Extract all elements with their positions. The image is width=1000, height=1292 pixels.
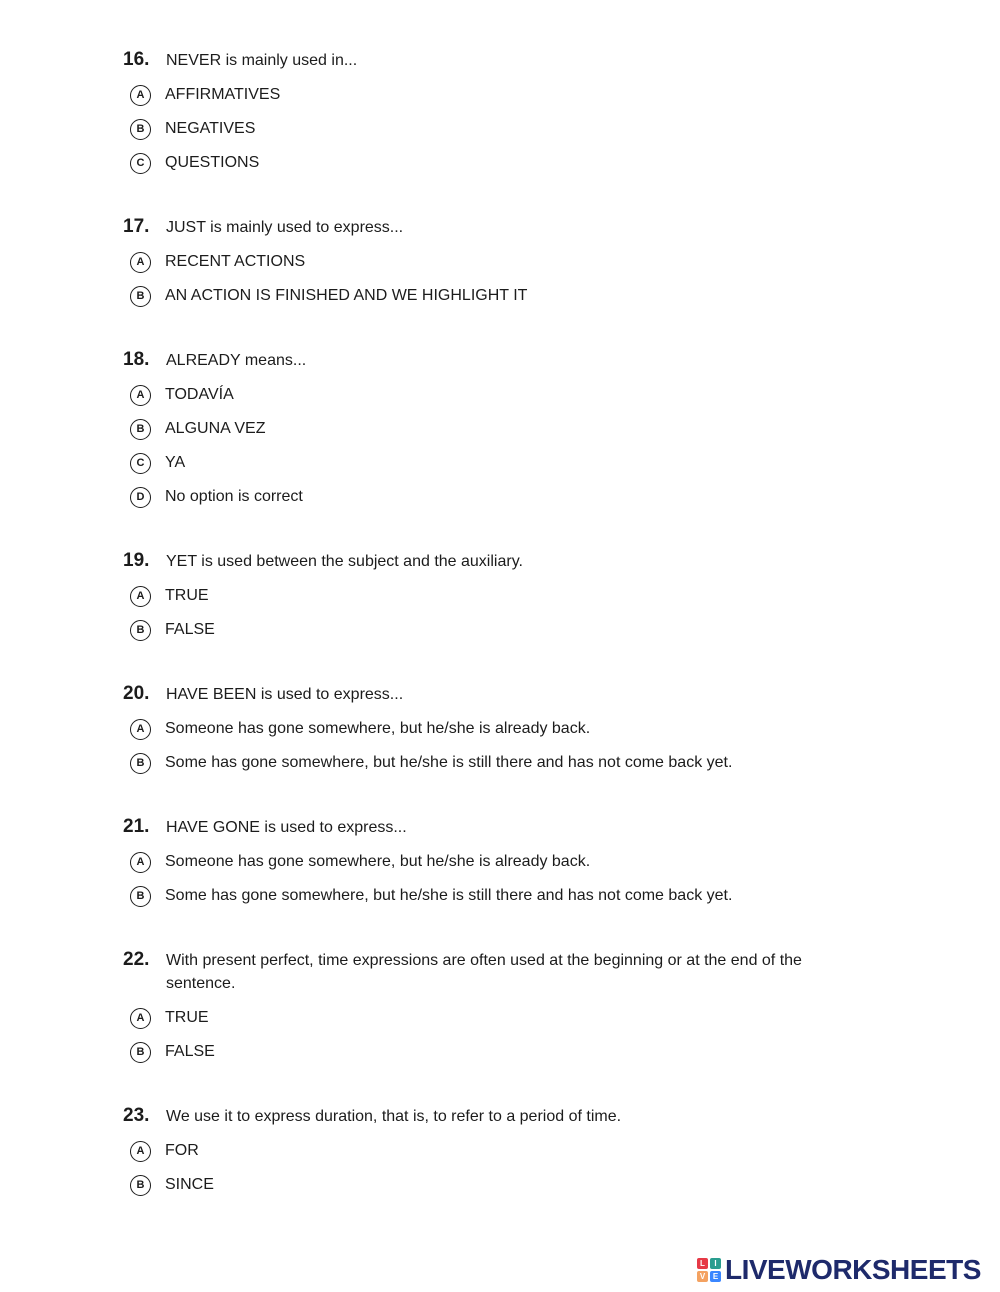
option-text: TRUE <box>165 1009 209 1026</box>
option-text: NEGATIVES <box>165 120 256 137</box>
question-text: JUST is mainly used to express... <box>166 219 404 236</box>
option-a[interactable] <box>130 845 883 879</box>
option-text: No option is correct <box>165 488 303 505</box>
question-16 <box>123 48 883 180</box>
option-text: AN ACTION IS FINISHED AND WE HIGHLIGHT IT <box>165 287 528 304</box>
option-a[interactable] <box>130 378 883 412</box>
option-text: TODAVÍA <box>165 386 234 403</box>
option-letter-circle[interactable]: A <box>130 852 151 873</box>
liveworksheets-logo <box>697 1255 981 1285</box>
option-letter-circle[interactable]: B <box>130 119 151 140</box>
option-letter-circle[interactable]: B <box>130 286 151 307</box>
option-letter-circle[interactable]: B <box>130 620 151 641</box>
option-letter-circle[interactable]: C <box>130 453 151 474</box>
option-text: FALSE <box>165 1043 215 1060</box>
logo-icon-tile: L <box>697 1258 708 1269</box>
option-letter-circle[interactable]: A <box>130 385 151 406</box>
question-text: YET is used between the subject and the auxiliary. <box>166 553 523 570</box>
question-number: 18. <box>123 349 150 370</box>
question-text: NEVER is mainly used in... <box>166 52 358 69</box>
option-letter-circle[interactable]: A <box>130 719 151 740</box>
option-letter-circle[interactable]: B <box>130 886 151 907</box>
option-a[interactable] <box>130 78 883 112</box>
option-text: SINCE <box>165 1176 214 1193</box>
option-b[interactable] <box>130 412 883 446</box>
option-letter-circle[interactable]: B <box>130 1042 151 1063</box>
option-letter-circle[interactable]: A <box>130 252 151 273</box>
option-text: RECENT ACTIONS <box>165 253 306 270</box>
option-letter-circle[interactable]: C <box>130 153 151 174</box>
option-text: Some has gone somewhere, but he/she is still there and has not come back yet. <box>165 754 733 771</box>
option-c[interactable] <box>130 146 883 180</box>
question-number: 21. <box>123 816 150 837</box>
question-21 <box>123 815 883 913</box>
question-number: 20. <box>123 683 150 704</box>
liveworksheets-logo-icon <box>697 1258 721 1282</box>
question-17 <box>123 215 883 313</box>
option-text: YA <box>165 454 186 471</box>
question-20 <box>123 682 883 780</box>
question-number: 22. <box>123 949 150 970</box>
question-number: 17. <box>123 216 150 237</box>
option-text: Someone has gone somewhere, but he/she is already back. <box>165 853 591 870</box>
option-text: FALSE <box>165 621 215 638</box>
option-text: AFFIRMATIVES <box>165 86 281 103</box>
question-number: 19. <box>123 550 150 571</box>
option-b[interactable] <box>130 613 883 647</box>
option-letter-circle[interactable]: B <box>130 753 151 774</box>
logo-icon-tile: E <box>710 1271 721 1282</box>
option-letter-circle[interactable]: A <box>130 1008 151 1029</box>
option-c[interactable] <box>130 446 883 480</box>
question-number: 23. <box>123 1105 150 1126</box>
option-text: FOR <box>165 1142 199 1159</box>
option-a[interactable] <box>130 1134 883 1168</box>
option-letter-circle[interactable]: A <box>130 586 151 607</box>
question-text: HAVE GONE is used to express... <box>166 819 407 836</box>
logo-text: LIVEWORKSHEETS <box>725 1254 981 1285</box>
option-text: Someone has gone somewhere, but he/she is already back. <box>165 720 591 737</box>
option-letter-circle[interactable]: A <box>130 85 151 106</box>
question-text: With present perfect, time expressions are often used at the beginning or at the end of the sentence. <box>166 952 802 992</box>
option-b[interactable] <box>130 1035 883 1069</box>
option-b[interactable] <box>130 1168 883 1202</box>
option-letter-circle[interactable]: B <box>130 419 151 440</box>
option-b[interactable] <box>130 112 883 146</box>
option-a[interactable] <box>130 712 883 746</box>
option-letter-circle[interactable]: D <box>130 487 151 508</box>
question-text: HAVE BEEN is used to express... <box>166 686 404 703</box>
option-b[interactable] <box>130 879 883 913</box>
option-a[interactable] <box>130 579 883 613</box>
question-23 <box>123 1104 883 1202</box>
question-text: ALREADY means... <box>166 352 307 369</box>
option-a[interactable] <box>130 245 883 279</box>
question-19 <box>123 549 883 647</box>
question-22 <box>123 948 883 1069</box>
option-b[interactable] <box>130 279 883 313</box>
logo-icon-tile: I <box>710 1258 721 1269</box>
option-b[interactable] <box>130 746 883 780</box>
question-number: 16. <box>123 49 150 70</box>
option-letter-circle[interactable]: A <box>130 1141 151 1162</box>
option-a[interactable] <box>130 1001 883 1035</box>
option-text: QUESTIONS <box>165 154 260 171</box>
option-text: Some has gone somewhere, but he/she is still there and has not come back yet. <box>165 887 733 904</box>
question-18 <box>123 348 883 514</box>
option-text: ALGUNA VEZ <box>165 420 266 437</box>
logo-icon-tile: V <box>697 1271 708 1282</box>
option-text: TRUE <box>165 587 209 604</box>
question-text: We use it to express duration, that is, to refer to a period of time. <box>166 1108 622 1125</box>
option-letter-circle[interactable]: B <box>130 1175 151 1196</box>
option-d[interactable] <box>130 480 883 514</box>
